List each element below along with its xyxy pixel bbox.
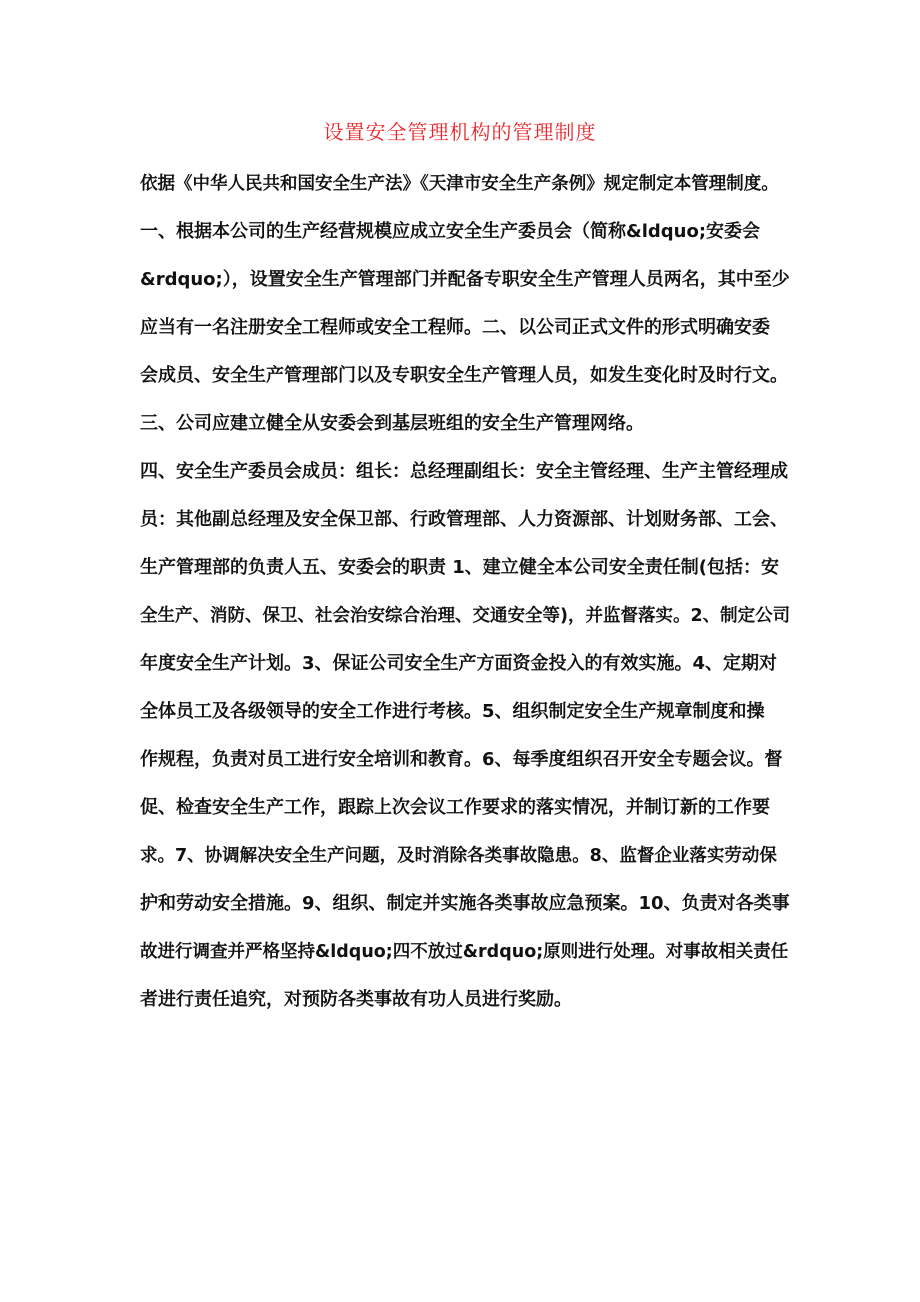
paragraph-line: 者进行责任追究，对预防各类事故有功人员进行奖励。 <box>140 989 572 1010</box>
paragraph-line: 求。7、协调解决安全生产问题，及时消除各类事故隐患。8、监督企业落实劳动保 <box>140 846 777 866</box>
paragraph-line: 依据《中华人民共和国安全生产法》《天津市安全生产条例》规定制定本管理制度。 <box>140 174 779 194</box>
paragraph-line: 一、根据本公司的生产经营规模应成立安全生产委员会（简称&ldquo;安委会 <box>140 221 761 242</box>
paragraph-line: 三、公司应建立健全从安委会到基层班组的安全生产管理网络。 <box>140 413 644 434</box>
paragraph-line: &rdquo;），设置安全生产管理部门并配备专职安全生产管理人员两名，其中至少 <box>140 269 790 290</box>
paragraph-line: 全生产、消防、保卫、社会治安综合治理、交通安全等)，并监督落实。2、制定公司 <box>140 606 791 626</box>
paragraph-line: 会成员、安全生产管理部门以及专职安全生产管理人员，如发生变化时及时行文。 <box>140 365 788 386</box>
paragraph-line: 员：其他副总经理及安全保卫部、行政管理部、人力资源部、计划财务部、工会、 <box>140 509 788 530</box>
paragraph-line: 应当有一名注册安全工程师或安全工程师。二、以公司正式文件的形式明确安委 <box>140 317 770 338</box>
paragraph-line: 促、检查安全生产工作，跟踪上次会议工作要求的落实情况，并制订新的工作要 <box>140 797 770 818</box>
paragraph-line: 作规程，负责对员工进行安全培训和教育。6、每季度组织召开安全专题会议。督 <box>140 749 783 770</box>
paragraph-line: 护和劳动安全措施。9、组织、制定并实施各类事故应急预案。10、负责对各类事 <box>140 893 790 914</box>
document-title: 设置安全管理机构的管理制度 <box>323 120 597 144</box>
paragraph-line: 四、安全生产委员会成员：组长：总经理副组长：安全主管经理、生产主管经理成 <box>140 461 788 482</box>
paragraph-line: 生产管理部的负责人五、安委会的职责 1、建立健全本公司安全责任制(包括：安 <box>140 557 780 578</box>
paragraph-line: 故进行调查并严格坚持&ldquo;四不放过&rdquo;原则进行处理。对事故相关责任 <box>140 942 789 962</box>
paragraph-line: 年度安全生产计划。3、保证公司安全生产方面资金投入的有效实施。4、定期对 <box>140 653 778 674</box>
paragraph-line: 全体员工及各级领导的安全工作进行考核。5、组织制定安全生产规章制度和操 <box>140 701 765 722</box>
